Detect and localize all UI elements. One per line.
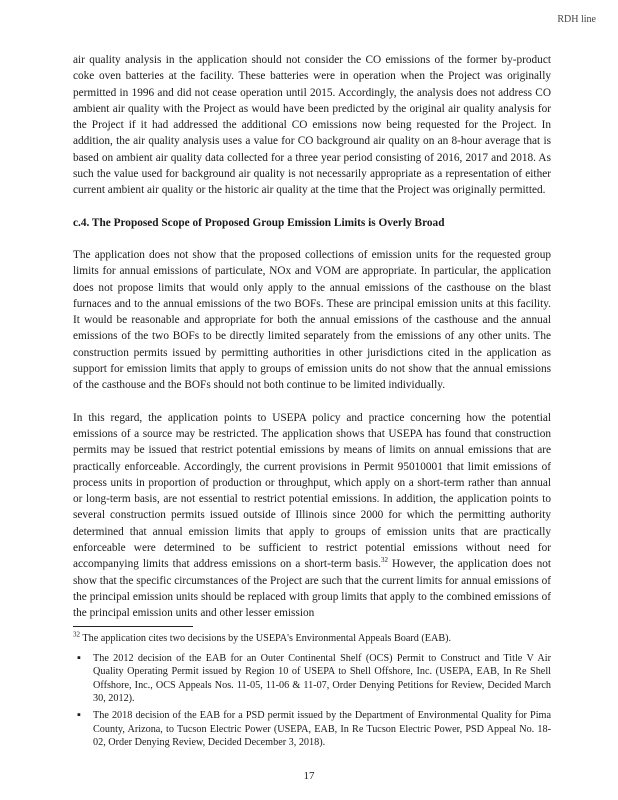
document-id: RDH line xyxy=(557,14,596,25)
bullet-icon: ▪ xyxy=(77,708,81,721)
footnotes xyxy=(73,632,551,753)
footnote-bullet-item xyxy=(73,709,551,750)
footnote-32 xyxy=(73,632,551,646)
page-number: 17 xyxy=(303,770,315,782)
paragraph-air-quality: air quality analysis in the application should not consider the CO emissions of the former by-product coke oven batteries at the facility. These batteries were in operation when the Project was originally permitted in 1996 and did not cease operation until 2015. Accordingly, the analysis does not address CO ambient air quality with the Project as would have been predicted by the original air quality analysis for the Project if it had addressed the additional CO emissions now being requested for the Project. In addition, the air quality analysis uses a value for CO background air quality on an 8-hour average that is based on ambient air quality data collected for a three year period consisting of 2016, 2017 and 2018. As such the value used for background air quality is not necessarily appropriate as a representation of either current ambient air quality or the historic air quality at the time that the Project was originally permitted. xyxy=(73,54,551,197)
paragraph-usepa-policy-continued: However, the application does not show that the specific circumstances of the Project are such that the current limits for annual emissions of the principal emission units should be replaced with group limits that apply to the combined emissions of the principal emission units and other lesser emission xyxy=(73,558,552,620)
footnote-bullet-text: The 2012 decision of the EAB for an Outer Continental Shelf (OCS) Permit to Construct and Title V Air Quality Operating Permit issued by Region 10 of USEPA to Shell Offshore, Inc. (USEPA, EAB, In Re Shell Offshore, Inc., OCS Appeals Nos. 11-05, 11-06 & 11-07, Order Denying Petitions for Review, Decided March 30, 2012). xyxy=(93,652,551,705)
footnote-number: 32 xyxy=(73,630,80,639)
body-text xyxy=(73,52,551,638)
paragraph-group-limits: The application does not show that the proposed collections of emission units for the requested group limits for annual emissions of particulate, NOx and VOM are appropriate. In particular, the application does not propose limits that would only apply to the annual emissions of the casthouse on the blast furnaces and to the annual emissions of the two BOFs. These are principal emission units at this facility. It would be reasonable and appropriate for both the annual emissions of the casthouse and the annual emissions of the two BOFs to be directly limited separately from the emissions of any other units. The construction permits issued by permitting authorities in other jurisdictions cited in the application as support for emission limits that apply to groups of emission units do not show that the annual emissions of the casthouse and the BOFs should not both continue to be limited individually. xyxy=(73,248,551,392)
footnote-reference: 32 xyxy=(380,556,388,565)
paragraph-usepa-policy xyxy=(73,410,551,622)
paragraph-usepa-policy-text: In this regard, the application points to USEPA policy and practice concerning how the potential emissions of a source may be restricted. The application shows that USEPA has found that construction permits may be issued that restrict potential emissions by means of limits on annual emissions that are practically enforceable. Accordingly, the current provisions in Permit 95010001 that limit emissions of process units in proportion of production or throughput, which apply on a short-term rather than annual or long-term basis, are not essential to restrict potential emissions. In addition, the application points to several construction permits issued outside of Illinois since 2000 for which the permitting authority determined that annual emission limits that apply to groups of emission units that are practically enforceable were determined to be sufficient to restrict potential emissions without need for accompanying limits that address emissions on a short-term basis. xyxy=(73,411,551,571)
bullet-icon: ▪ xyxy=(77,651,81,664)
footnote-text: The application cites two decisions by the USEPA's Environmental Appeals Board (EAB). xyxy=(82,633,452,644)
footnote-bullet-text: The 2018 decision of the EAB for a PSD permit issued by the Department of Environmental Quality for Pima County, Arizona, to Tucson Electric Power (USEPA, EAB, In Re Tucson Electric Power, PSD Appeal No. 18-02, Order Denying Review, Decided December 3, 2018). xyxy=(93,709,551,749)
footnote-bullet-item xyxy=(73,652,551,706)
section-heading: c.4. The Proposed Scope of Proposed Group Emission Limits is Overly Broad xyxy=(73,216,445,229)
footnote-divider xyxy=(73,626,193,627)
footnote-bullet-list xyxy=(73,652,551,750)
